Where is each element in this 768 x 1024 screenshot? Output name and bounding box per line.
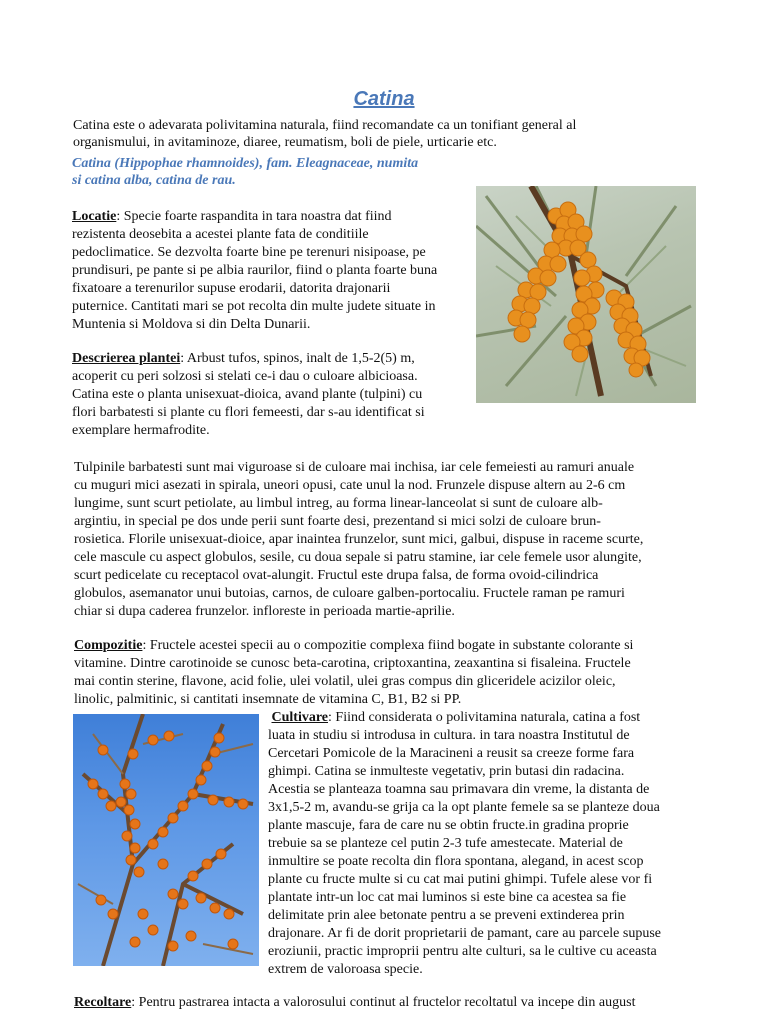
cultivare-line: 3x1,5-2 m, avandu-se grija ca la opt plante femele sa se planteze doua — [268, 800, 660, 815]
tulpini-line: lungime, sunt scurt petiolate, au limbul intreg, au forma linear-lanceolat si sunt de culoare alb- — [74, 496, 603, 511]
cultivare-line: drajonare. Ar fi de dorit proprietarii de pamant, care au parcele supuse — [268, 926, 661, 941]
cultivare-line: : Fiind considerata o polivitamina naturala, catina a fost — [328, 710, 641, 725]
cultivare-line: inmultire se poate recolta din flora spontana, alegand, in acest scop — [268, 854, 644, 869]
cultivare-line: eroziunii, practic improprii pentru alte culturi, sa le cultive cu aceasta — [268, 944, 657, 959]
compozitie-section — [74, 637, 694, 709]
bush-illustration — [73, 714, 259, 966]
cultivare-line: plantate intr-un loc cat mai luminos si este bine ca acestea sa fie — [268, 890, 627, 905]
intro-line: organismului, in avitaminoze, diaree, reumatism, boli de piele, urticarie etc. — [73, 135, 497, 150]
compozitie-heading: Compozitie — [74, 638, 143, 653]
descriere-line: acoperit cu peri solzosi si stelati ce-i dau o culoare albicioasa. — [72, 369, 418, 384]
locatie-line: fixatoare a terenurilor supuse erodarii, datorita drajonarii — [72, 281, 391, 296]
cultivare-heading: Cultivare — [271, 710, 329, 725]
descriere-line: exemplare hermafrodite. — [72, 423, 210, 438]
compozitie-line: : Fructele acestei specii au o compozitie complexa fiind bogate in substante colorante si — [142, 638, 634, 653]
cultivare-line: plante cu fructe multe si cu cat mai putini ghimpi. Tufele alese vor fi — [268, 872, 653, 887]
locatie-line: puternice. Cantitati mari se pot recolta din multe judete situate in — [72, 299, 436, 314]
tulpini-line: globulos, asemanator unui butoias, carnos, de culoare galben-portocaliu. Fructele raman pe ramuri — [74, 586, 625, 601]
tulpini-line: argintiu, in special pe dos unde perii sunt foarte desi, prezentand si mici solzi de culoare brun- — [74, 514, 601, 529]
page-title: Catina — [353, 88, 415, 110]
tulpini-line: rosietica. Florile unisexuat-dioice, apar inaintea frunzelor, sunt mici, galbui, dispuse in raceme scurte, — [74, 532, 644, 547]
cultivare-line: delimitate prin alee betonate pentru a se preveni extinderea prin — [268, 908, 625, 923]
intro-line: Catina este o adevarata polivitamina naturala, fiind recomandate ca un tonifiant general al — [73, 118, 577, 133]
compozitie-line: vitamine. Dintre carotinoide se cunosc beta-carotina, criptoxantina, zeaxantina si fisaleina. Fructele — [74, 656, 631, 671]
descriere-heading: Descrierea plantei — [72, 351, 181, 366]
berries-illustration — [476, 186, 696, 403]
locatie-section — [72, 208, 472, 334]
descriere-section — [72, 350, 472, 440]
sea-buckthorn-berries-photo — [476, 186, 696, 403]
tulpini-line: cu muguri mici asezati in spirala, uneori opusi, cate unul la nod. Frunzele dispuse altern au 2-6 cm — [74, 478, 626, 493]
recoltare-line: : Pentru pastrarea intacta a valorosului continut al fructelor recoltatul va incepe din august — [131, 995, 636, 1010]
recoltare-section — [74, 994, 694, 1012]
cultivare-line: plante mascuje, fara de care nu se obtin fructe.in gradina proprie — [268, 818, 629, 833]
recoltare-heading: Recoltare — [74, 995, 132, 1010]
latin-line: si catina alba, catina de rau. — [72, 173, 236, 188]
cultivare-section — [268, 709, 698, 979]
descriere-line: Catina este o planta unisexuat-dioica, avand plante (tulpini) cu — [72, 387, 423, 402]
cultivare-line: Acestia se planteaza toamna sau primavara din vreme, la distanta de — [268, 782, 650, 797]
compozitie-line: mai contin sterine, flavone, acid folie, ulei volatil, ulei gras compus din gliceridele acizilor oleic, — [74, 674, 616, 689]
locatie-line: : Specie foarte raspandita in tara noastra dat fiind — [116, 209, 392, 224]
cultivare-line: trebuie sa se planteze cel putin 2-3 tufe amestecate. Material de — [268, 836, 623, 851]
descriere-line: flori barbatesti si plante cu flori femeesti, dar s-au identificat si — [72, 405, 425, 420]
tulpini-line: chiar si dupa caderea frunzelor. infloreste in perioada martie-aprilie. — [74, 604, 455, 619]
locatie-line: rezistenta deosebita a acestei plante fata de conditiile — [72, 227, 369, 242]
descriere-line: : Arbust tufos, spinos, inalt de 1,5-2(5) m, — [180, 351, 415, 366]
tulpini-line: scurt pedicelate cu receptacol ovat-alungit. Fructul este drupa falsa, de forma ovoid-cilindrica — [74, 568, 599, 583]
latin-name — [72, 155, 472, 189]
locatie-line: Muntenia si Moldova si din Delta Dunarii. — [72, 317, 311, 332]
tulpini-paragraph — [74, 459, 694, 621]
sea-buckthorn-bush-photo — [73, 714, 259, 966]
latin-line: Catina (Hippophae rhamnoides), fam. Eleagnaceae, numita — [72, 156, 419, 171]
tulpini-line: cele mascule cu aspect globulos, sesile, cu doua sepale si patru stamine, iar cele femele usor alungite, — [74, 550, 642, 565]
cultivare-line: extrem de valoroasa specie. — [268, 962, 423, 977]
cultivare-line: Cercetari Pomicole de la Maracineni a reusit sa creeze forme fara — [268, 746, 635, 761]
locatie-line: pedoclimatice. Se dezvolta foarte bine pe terenuri nisipoase, pe — [72, 245, 426, 260]
locatie-line: prundisuri, pe pante si pe albia raurilor, fiind o planta foarte buna — [72, 263, 438, 278]
compozitie-line: linolic, palmitinic, si cantitati insemnate de vitamina C, B1, B2 si PP. — [74, 692, 462, 707]
cultivare-line: ghimpi. Catina se inmulteste vegetativ, prin butasi din radacina. — [268, 764, 625, 779]
tulpini-line: Tulpinile barbatesti sunt mai viguroase si de culoare mai inchisa, iar cele femeiesti au ramuri anuale — [74, 460, 635, 475]
locatie-heading: Locatie — [72, 209, 117, 224]
intro-paragraph — [73, 117, 673, 151]
cultivare-line: luata in studiu si introdusa in cultura. in tara noastra Institutul de — [268, 728, 630, 743]
